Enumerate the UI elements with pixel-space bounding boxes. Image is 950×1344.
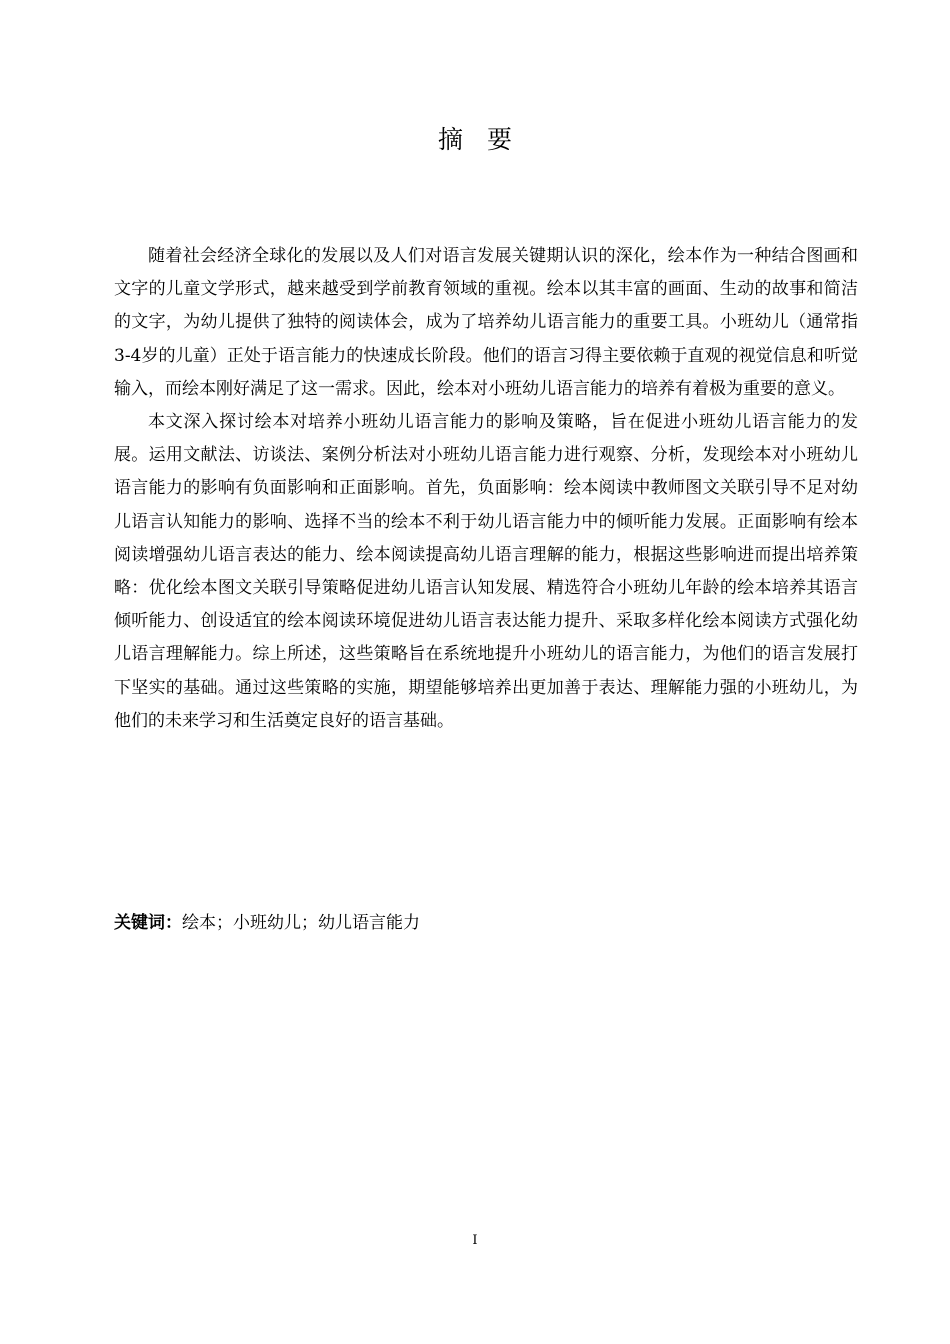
abstract-title-char-1: 摘 — [437, 125, 463, 154]
keywords-text: 绘本；小班幼儿；幼儿语言能力 — [182, 913, 420, 933]
abstract-paragraph-1: 随着社会经济全球化的发展以及人们对语言发展关键期认识的深化，绘本作为一种结合图画和文字的儿童文学形式，越来越受到学前教育领域的重视。绘本以其丰富的画面、生动的故事和简洁的文字，为幼儿提供了独特的阅读体会，成为了培养幼儿语言能力的重要工具。小班幼儿（通常指3-4岁的儿童）正处于语言能力的快速成长阶段。他们的语言习得主要依赖于直观的视觉信息和听觉输入，而绘本刚好满足了这一需求。因此，绘本对小班幼儿语言能力的培养有着极为重要的意义。 — [114, 246, 858, 399]
abstract-title — [0, 122, 950, 158]
abstract-title-char-2: 要 — [487, 125, 513, 154]
page-number: I — [472, 1233, 478, 1248]
keywords-line — [114, 908, 858, 938]
abstract-paragraph-2: 本文深入探讨绘本对培养小班幼儿语言能力的影响及策略，旨在促进小班幼儿语言能力的发展。运用文献法、访谈法、案例分析法对小班幼儿语言能力进行观察、分析，发现绘本对小班幼儿语言能力的影响有负面影响和正面影响。首先，负面影响：绘本阅读中教师图文关联引导不足对幼儿语言认知能力的影响、选择不当的绘本不利于幼儿语言能力中的倾听能力发展。正面影响有绘本阅读增强幼儿语言表达的能力、绘本阅读提高幼儿语言理解的能力，根据这些影响进而提出培养策略：优化绘本图文关联引导策略促进幼儿语言认知发展、精选符合小班幼儿年龄的绘本培养其语言倾听能力、创设适宜的绘本阅读环境促进幼儿语言表达能力提升、采取多样化绘本阅读方式强化幼儿语言理解能力。综上所述，这些策略旨在系统地提升小班幼儿的语言能力，为他们的语言发展打下坚实的基础。通过这些策略的实施，期望能够培养出更加善于表达、理解能力强的小班幼儿，为他们的未来学习和生活奠定良好的语言基础。 — [114, 412, 858, 731]
keywords-label: 关键词： — [114, 913, 182, 933]
abstract-body — [114, 240, 858, 738]
